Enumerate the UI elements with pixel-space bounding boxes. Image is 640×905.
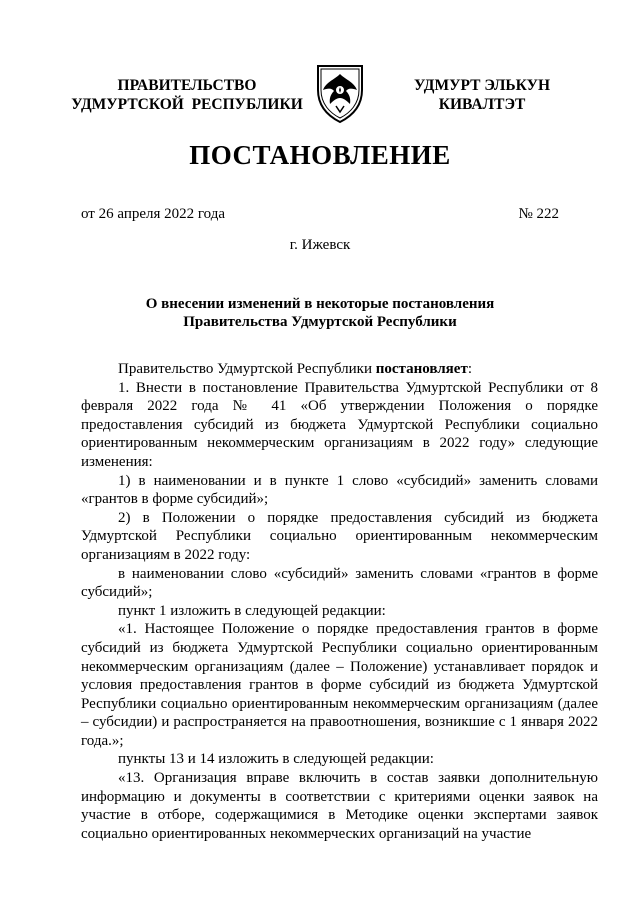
document-subject-line2: Правительства Удмуртской Республики xyxy=(183,314,457,330)
government-name-russian-line1: ПРАВИТЕЛЬСТВО xyxy=(117,77,257,94)
government-name-udmurt-line2: КИВАЛТЭТ xyxy=(438,96,526,113)
document-number: № 222 xyxy=(518,206,559,222)
body-paragraph-2: 1) в наименовании и в пункте 1 слово «субсидий» заменить словами «грантов в форме субсидий»; xyxy=(81,472,598,508)
document-subject xyxy=(120,295,520,331)
body-paragraph-8: «13. Организация вправе включить в состав заявки дополнительную информацию и документы в соответствии с критериями оценки заявок на участие в отборе, содержащимися в Методике оценки экспертами заявок социально ориентированных некоммерческих организаций на участие xyxy=(81,770,598,842)
body-intro-colon: : xyxy=(467,361,472,377)
body-paragraph-4: в наименовании слово «субсидий» заменить словами «грантов в форме субсидий»; xyxy=(81,565,598,601)
government-name-udmurt-line1: УДМУРТ ЭЛЬКУН xyxy=(413,77,551,94)
document-subject-line1: О внесении изменений в некоторые постановления xyxy=(145,296,495,312)
body-intro-verb: постановляет xyxy=(375,361,468,377)
document-date: от 26 апреля 2022 года xyxy=(81,206,226,222)
government-name-udmurt xyxy=(392,76,572,114)
body-paragraph-7: пункты 13 и 14 изложить в следующей редакции: xyxy=(118,751,434,768)
document-type-title: ПОСТАНОВЛЕНИЕ xyxy=(189,140,451,170)
body-intro-text: Правительство Удмуртской Республики xyxy=(118,361,376,377)
body-paragraph-5: пункт 1 изложить в следующей редакции: xyxy=(118,602,386,619)
body-paragraph-6: «1. Настоящее Положение о порядке предоставления грантов в форме субсидий из бюджета Удмуртской Республики социально ориентированным некоммерческим организациям (далее – Положение) устанавливает порядок и условия предоставления грантов в форме субсидий из бюджета Удмуртской Республики социально ориентированным некоммерческим организациям (далее – субсидии) и распространяется на правоотношения, возникшие с 1 января 2022 года.»; xyxy=(81,621,598,749)
government-name-russian xyxy=(62,76,312,114)
body-paragraph-1: 1. Внести в постановление Правительства Удмуртской Республики от 8 февраля 2022 года № 41 «Об утверждении Положения о порядке предоставления субсидий из бюджета Удмуртской Республики социально ориентированным некоммерческим организациям в 2022 году» следующие изменения: xyxy=(81,379,598,470)
body-intro-paragraph xyxy=(81,360,598,379)
udmurt-coat-of-arms-emblem xyxy=(312,60,368,124)
body-paragraph-3: 2) в Положении о порядке предоставления субсидий из бюджета Удмуртской Республики социально ориентированным некоммерческим организациям в 2022 году: xyxy=(81,509,598,563)
document-city: г. Ижевск xyxy=(289,237,351,253)
document-body xyxy=(81,360,598,843)
government-name-russian-line2: УДМУРТСКОЙ РЕСПУБЛИКИ xyxy=(71,96,303,113)
